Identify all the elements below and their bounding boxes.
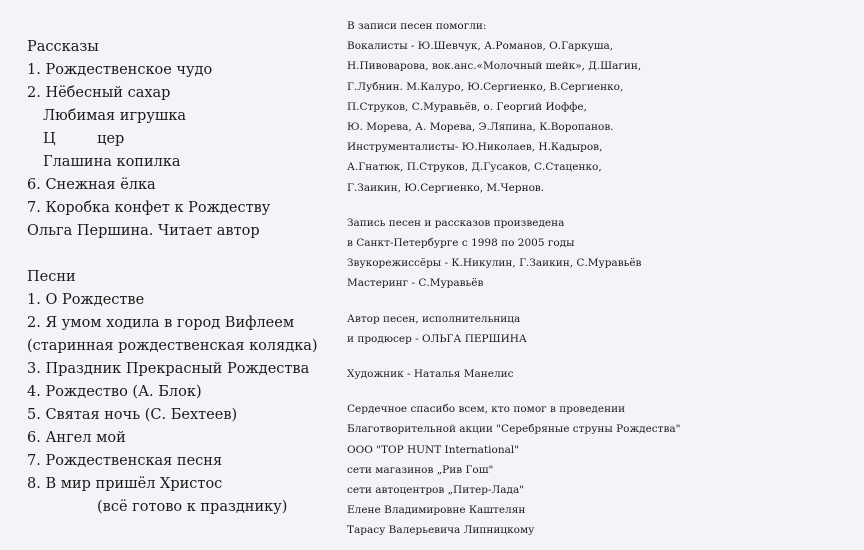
credits-artist — [347, 364, 857, 384]
credits-recording — [347, 213, 857, 294]
story-item: 7. Коробка конфет к Рождеству — [27, 200, 271, 216]
credits-line: А.Гнатюк, П.Струков, Д.Гусаков, С.Стаценко, — [347, 161, 602, 174]
song-item: 2. Я умом ходила в город Вифлеем — [27, 315, 295, 331]
credits-line: ООО "TOP HUNT International" — [347, 443, 520, 456]
credits-column — [347, 16, 857, 541]
credits-line: и продюсер - ОЛЬГА ПЕРШИНА — [347, 332, 527, 345]
credits-line: Благотворительной акции "Серебряные струны Рождества" — [347, 423, 681, 436]
credits-line: Н.Пивоварова, вок.анс.«Молочный шейк», Д.Шагин, — [347, 60, 642, 73]
credits-line: Г.Лубнин. М.Калуро, Ю.Сергиенко, В.Сергиенко, — [347, 80, 624, 93]
credits-line: В записи песен помогли: — [347, 20, 487, 32]
credits-author — [347, 309, 857, 349]
story-item: Любимая игрушка — [43, 108, 187, 124]
credits-line: Тарасу Валерьевича Липницкому — [347, 524, 535, 537]
story-item: Ц цер — [43, 131, 125, 147]
song-item: 1. О Рождестве — [27, 292, 145, 308]
credits-line: Ю. Морева, А. Морева, Э.Ляпина, К.Воропанов. — [347, 121, 614, 134]
credits-thanks — [347, 399, 857, 540]
story-item: Ольга Першина. Читает автор — [27, 223, 260, 239]
song-item: (всё готово к празднику) — [97, 499, 288, 515]
stories-heading: Рассказы — [27, 39, 99, 55]
story-item: 6. Снежная ёлка — [27, 177, 156, 193]
song-item: 8. В мир пришёл Христос — [27, 476, 223, 492]
credits-line: Художник - Наталья Манелис — [347, 368, 514, 381]
story-item: Глашина копилка — [43, 154, 181, 170]
credits-performers — [347, 16, 857, 198]
story-item: 2. Нёбесный сахар — [27, 85, 171, 101]
credits-line: Елене Владимировне Каштелян — [347, 504, 526, 517]
credits-line: сети магазинов „Рив Гош" — [347, 463, 494, 476]
credits-line: Сердечное спасибо всем, кто помог в проведении — [347, 403, 626, 416]
credits-line: Звукорежиссёры - К.Никулин, Г.Заикин, С.Муравьёв — [347, 257, 642, 270]
credits-line: в Санкт-Петербурге с 1998 по 2005 годы — [347, 237, 575, 250]
tracklist-column — [27, 36, 317, 519]
song-item: 5. Святая ночь (С. Бехтеев) — [27, 407, 238, 423]
credits-line: сети автоцентров „Питер-Лада" — [347, 484, 525, 497]
song-item: (старинная рождественская колядка) — [27, 338, 318, 354]
song-item: 7. Рождественская песня — [27, 453, 223, 469]
credits-line: Автор песен, исполнительница — [347, 312, 521, 325]
credits-line: Вокалисты - Ю.Шевчук, А.Романов, О.Гаркуша, — [347, 40, 614, 53]
song-item: 4. Рождество (А. Блок) — [27, 384, 202, 400]
credits-line: Инструменталисты- Ю.Николаев, Н.Кадыров, — [347, 141, 603, 154]
credits-line: Мастеринг - С.Муравьёв — [347, 277, 484, 290]
credits-line: Г.Заикин, Ю.Сергиенко, М.Чернов. — [347, 181, 545, 194]
credits-line: Запись песен и рассказов произведена — [347, 216, 565, 229]
song-item: 6. Ангел мой — [27, 430, 126, 446]
credits-line: П.Струков, С.Муравьёв, о. Георгий Иоффе, — [347, 100, 587, 113]
story-item: 1. Рождественское чудо — [27, 62, 213, 78]
song-item: 3. Праздник Прекрасный Рождества — [27, 361, 310, 377]
songs-heading: Песни — [27, 269, 76, 285]
